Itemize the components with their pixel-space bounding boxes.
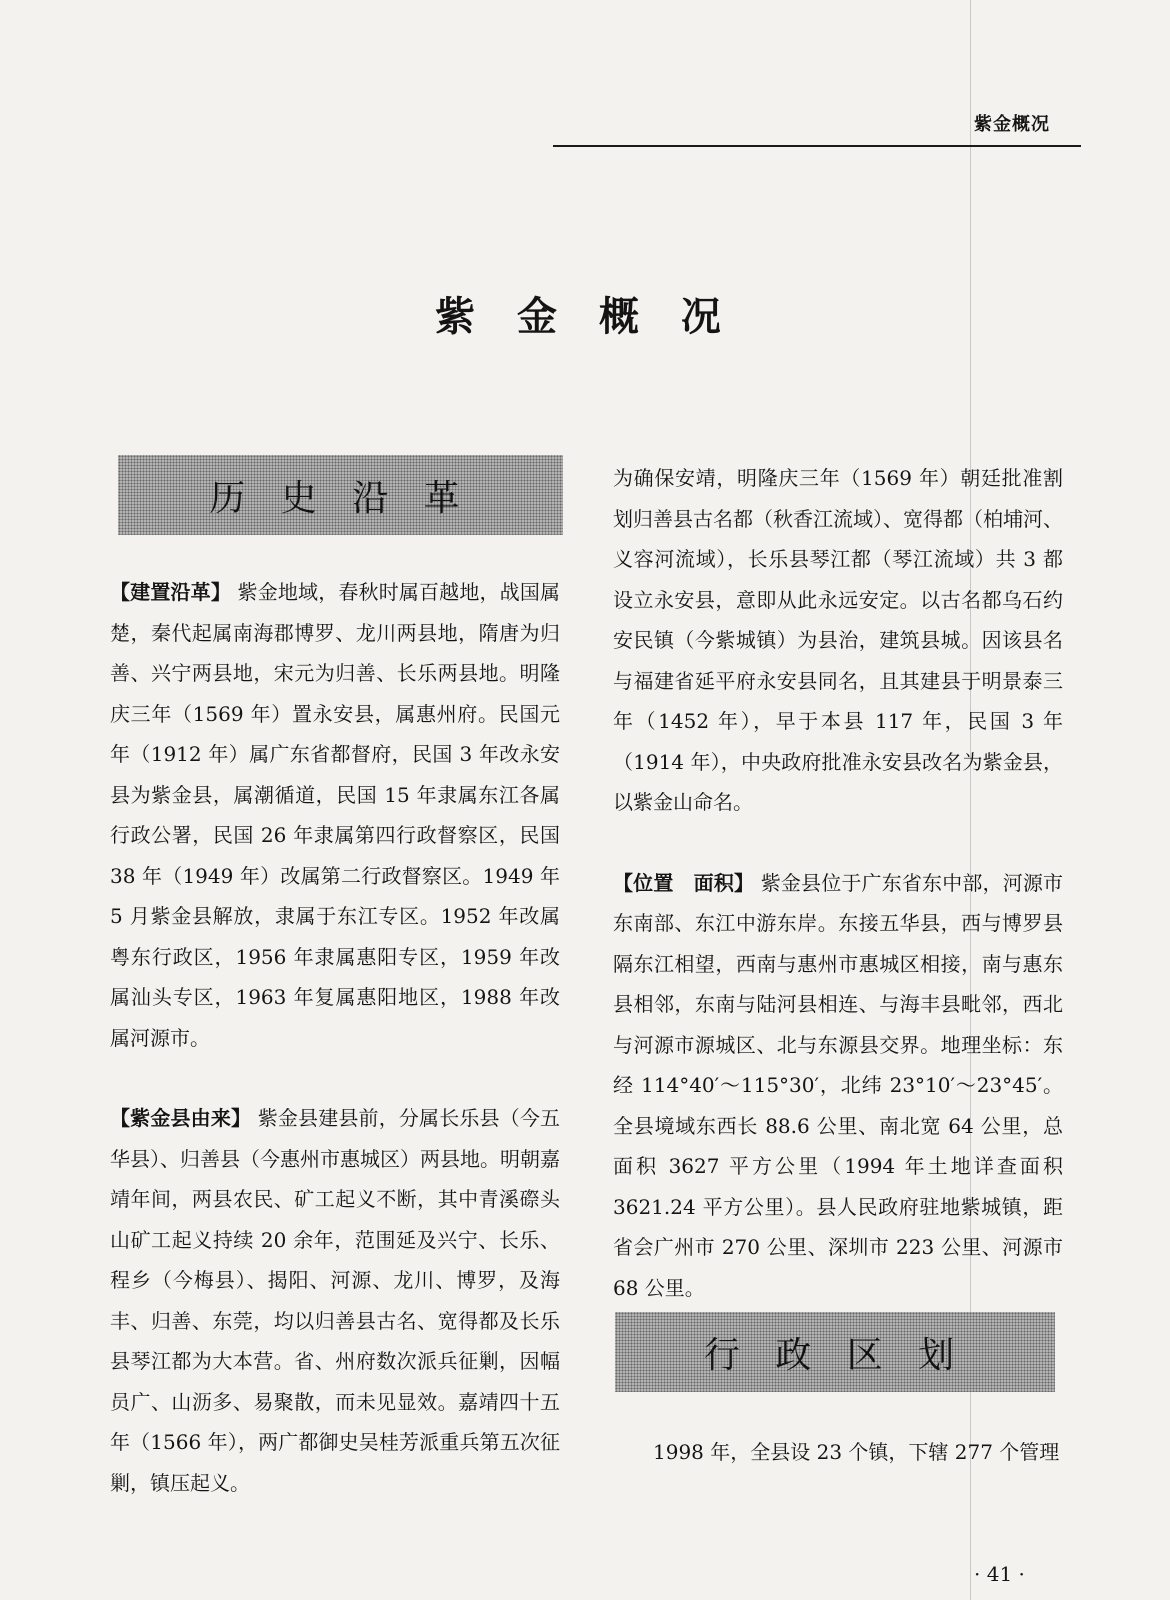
text-jianzhi: 紫金地域，春秋时属百越地，战国属楚，秦代起属南海郡博罗、龙川两县地，隋唐为归善、兴宁两县地，宋元为归善、长乐两县地。明隆庆三年（1569 年）置永安县，属惠州府。民国元年（1912 年）属广东省都督府，民国 3 年改永安县为紫金县，属潮循道，民国 15 年隶属东江各属行政公署，民国 26 年隶属第四行政督察区，民国 38 年（1949 年）改属第二行政督察区。1949 年 5 月紫金县解放，隶属于东江专区。1952 年改属粤东行政区，1956 年隶属惠阳专区，1959 年改属汕头专区，1963 年复属惠阳地区，1988 年改属河源市。 [110,580,561,1050]
text-youlai: 紫金县建县前，分属长乐县（今五华县）、归善县（今惠州市惠城区）两县地。明朝嘉靖年间，两县农民、矿工起义不断，其中青溪磜头山矿工起义持续 20 余年，范围延及兴宁、长乐、程乡（今梅县）、揭阳、河源、龙川、博罗，及海丰、归善、东莞，均以归善县古名、宽得都及长乐县琴江都为大本营。省、州府数次派兵征剿，因幅员广、山沥多、易聚散，而未见显效。嘉靖四十五年（1566 年），两广都御史吴桂芳派重兵第五次征剿，镇压起义。 [110,1106,561,1495]
right-column [613,458,1063,1308]
header-rule [553,145,1081,147]
label-weizhi: 【位置 面积】 [613,870,755,895]
left-column [110,572,560,1503]
page-number: · 41 · [974,1562,1025,1586]
paragraph-jianzhi [110,572,560,1058]
paragraph-weizhi [613,863,1063,1309]
section-heading-history: 历 史 沿 革 [118,455,563,535]
paragraph-youlai-continued: 为确保安靖，明隆庆三年（1569 年）朝廷批准割划归善县古名都（秋香江流域）、宽得都（柏埔河、义容河流域），长乐县琴江都（琴江流域）共 3 都设立永安县，意即从此永远安定。以古名都乌石约安民镇（今紫城镇）为县治，建筑县城。因该县名与福建省延平府永安县同名，且其建县于明景泰三年（1452 年），早于本县 117 年，民国 3 年（1914 年），中央政府批准永安县改名为紫金县，以紫金山命名。 [613,466,1063,814]
paragraph-youlai [110,1098,560,1503]
section-heading-admin: 行 政 区 划 [615,1312,1055,1392]
label-jianzhi: 【建置沿革】 [110,580,231,604]
paragraph-xingzheng: 1998 年，全县设 23 个镇，下辖 277 个管理 [653,1440,1060,1464]
text-weizhi: 紫金县位于广东省东中部，河源市东南部、东江中游东岸。东接五华县，西与博罗县隔东江相望，西南与惠州市惠城区相接，南与惠东县相邻，东南与陆河县相连、与海丰县毗邻，西北与河源市源城区、北与东源县交界。地理坐标：东经 114°40′～115°30′，北纬 23°10′～23°45′。全县境域东西长 88.6 公里、南北宽 64 公里，总面积 3627 平方公里（1994 年土地详查面积 3621.24 平方公里）。县人民政府驻地紫城镇，距省会广州市 270 公里、深圳市 223 公里、河源市 68 公里。 [613,870,1064,1300]
page-title: 紫 金 概 况 [435,294,735,340]
label-youlai: 【紫金县由来】 [110,1106,252,1130]
running-head: 紫金概况 [974,114,1050,135]
